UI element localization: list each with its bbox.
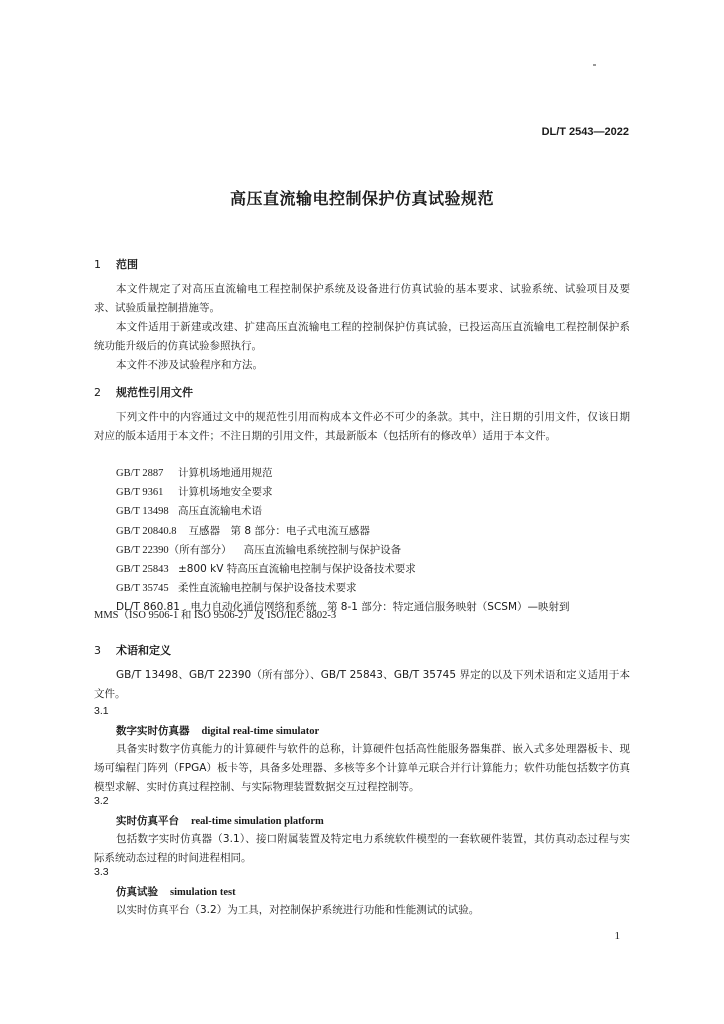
- section-3-heading: [94, 642, 171, 658]
- term-number: 3.1: [94, 705, 109, 717]
- term-number: 3.2: [94, 795, 109, 807]
- section-2-heading: [94, 384, 193, 400]
- reference-code: GB/T 13498: [116, 506, 169, 518]
- standard-code: DL/T 2543—2022: [541, 126, 629, 138]
- section-1-heading: [94, 256, 138, 272]
- paragraph: 本文件规定了对高压直流输电工程控制保护系统及设备进行仿真试验的基本要求、试验系统、试验项目及要求、试验质量控制措施等。: [94, 283, 630, 314]
- paragraph: 下列文件中的内容通过文中的规范性引用而构成本文件必不可少的条款。其中，注日期的引用文件，仅该日期对应的版本适用于本文件；不注日期的引用文件，其最新版本（包括所有的修改单）适用于本文件。: [94, 411, 630, 442]
- reference-title: 计算机场地安全要求: [178, 486, 273, 499]
- reference-item: [116, 541, 570, 560]
- term-name: [116, 813, 324, 828]
- section-number: 1: [94, 258, 101, 271]
- reference-title: 高压直流输电系统控制与保护设备: [243, 543, 402, 556]
- term-number: 3.3: [94, 866, 109, 878]
- reference-code: GB/T 20840.8: [116, 525, 177, 537]
- reference-title: 计算机场地通用规范: [178, 467, 273, 479]
- term-name-en: simulation test: [170, 887, 236, 898]
- term-name-cn: 数字实时仿真器: [116, 725, 190, 737]
- paragraph: 本文件适用于新建或改建、扩建高压直流输电工程的控制保护仿真试验，已投运高压直流输电工程控制保护系统功能升级后的仿真试验参照执行。: [94, 321, 630, 352]
- section-number: 2: [94, 386, 101, 399]
- reference-title: 互感器 第 8 部分：电子式电流互感器: [188, 524, 370, 537]
- reference-item: [116, 464, 570, 483]
- reference-title: ±800 kV 特高压直流输电控制与保护设备技术要求: [178, 563, 416, 576]
- reference-item: [116, 579, 570, 598]
- reference-item-dlt860: DL/T 860.81 电力自动化通信网络和系统 第 8-1 部分：特定通信服务映射（SCSM）—映射到: [116, 601, 570, 614]
- reference-item: [116, 560, 570, 579]
- reference-title: 高压直流输电术语: [178, 505, 262, 518]
- reference-item: [116, 502, 570, 521]
- section-title: 术语和定义: [116, 644, 171, 657]
- reference-code: GB/T 2887: [116, 468, 164, 479]
- section-title: 范围: [116, 258, 138, 271]
- term-name: [116, 723, 319, 738]
- section-number: 3: [94, 644, 101, 657]
- reference-title: 柔性直流输电控制与保护设备技术要求: [178, 582, 357, 595]
- section-3-intro: [94, 666, 630, 704]
- term-name-cn: 仿真试验: [116, 886, 158, 898]
- paragraph: GB/T 13498、GB/T 22390（所有部分）、GB/T 25843、GB/T 35745 界定的以及下列术语和定义适用于本文件。: [94, 669, 630, 700]
- term-name: [116, 884, 236, 899]
- reference-item-dlt860-continued: MMS（ISO 9506-1 和 ISO 9506-2）及 ISO/IEC 8802-3: [94, 610, 337, 621]
- reference-list: [116, 464, 570, 618]
- term-name-cn: 实时仿真平台: [116, 815, 179, 827]
- section-1-body: [94, 280, 630, 375]
- section-title: 规范性引用文件: [116, 386, 193, 399]
- term-definition: 以实时仿真平台（3.2）为工具，对控制保护系统进行功能和性能测试的试验。: [116, 904, 480, 916]
- term-definition: 具备实时数字仿真能力的计算硬件与软件的总称，计算硬件包括高性能服务器集群、嵌入式多处理器板卡、现场可编程门阵列（FPGA）板卡等，具备多处理器、多核等多个计算单元联合并行计算能力；软件功能包括数字仿真模型求解、实时仿真过程控制、与实际物理装置数据交互过程控制等。: [94, 743, 630, 793]
- term-name-en: real-time simulation platform: [191, 816, 324, 827]
- reference-code: GB/T 22390（所有部分）: [116, 544, 232, 556]
- document-title: 高压直流输电控制保护仿真试验规范: [229, 189, 494, 208]
- scan-mark: [593, 64, 596, 66]
- reference-code: GB/T 35745: [116, 583, 169, 595]
- paragraph: 本文件不涉及试验程序和方法。: [116, 359, 263, 371]
- reference-item: [116, 483, 570, 502]
- page-number: 1: [614, 930, 620, 942]
- reference-item: [116, 522, 570, 541]
- section-2-intro: [94, 408, 630, 446]
- reference-code: GB/T 9361: [116, 487, 164, 499]
- term-name-en: digital real-time simulator: [201, 726, 320, 737]
- reference-code: GB/T 25843: [116, 564, 169, 576]
- term-definition: 包括数字实时仿真器（3.1）、接口附属装置及特定电力系统软件模型的一套软硬件装置，其仿真动态过程与实际系统动态过程的时间进程相同。: [94, 833, 630, 864]
